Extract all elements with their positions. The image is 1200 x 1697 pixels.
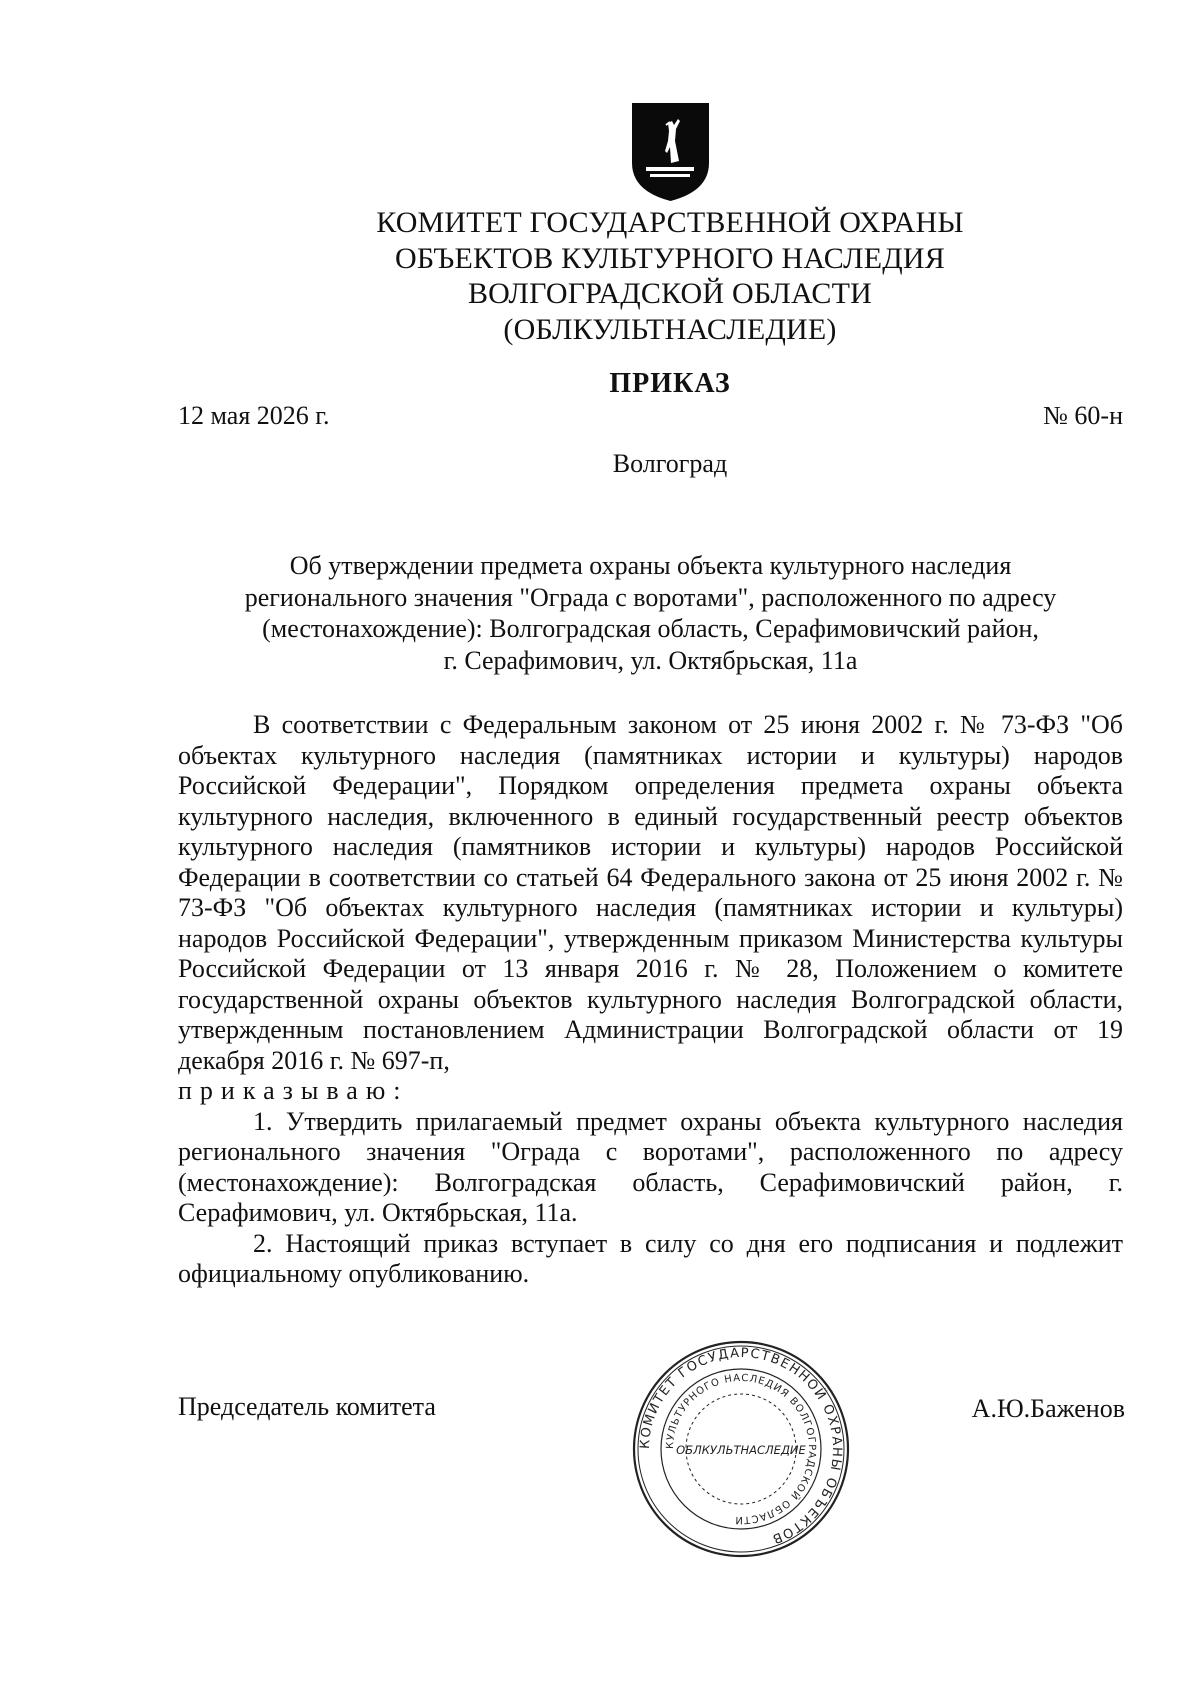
- document-type: ПРИКАЗ: [609, 368, 731, 399]
- organization-line: КОМИТЕТ ГОСУДАРСТВЕННОЙ ОХРАНЫ: [376, 206, 964, 239]
- subject-line: регионального значения "Ограда с воротами", расположенного по адресу: [244, 582, 1057, 612]
- signatory-name: А.Ю.Баженов: [971, 1394, 1125, 1423]
- official-stamp: [630, 1338, 852, 1560]
- subject-line: (местонахождение): Волгоградская область, Серафимовичский район,: [262, 614, 1039, 643]
- document-date: 12 мая 2026 г.: [178, 401, 330, 430]
- decree-word: приказываю:: [178, 1076, 409, 1105]
- organization-name: [300, 205, 1040, 347]
- organization-line: ВОЛГОГРАДСКОЙ ОБЛАСТИ: [467, 277, 873, 310]
- preamble-paragraph: В соответствии с Федеральным законом от 25 июня 2002 г. № 73-ФЗ "Об объектах культурного наследия (памятниках истории и культуры) народов Российской Федерации", Порядком определения предмета охраны объекта культурного наследия, включенного в единый государственный реестр объектов культурного наследия (памятников истории и культуры) народов Российской Федерации в соответствии со статьей 64 Федерального закона от 25 июня 2002 г. № 73-ФЗ "Об объектах культурного наследия (памятниках истории и культуры) народов Российской Федерации", утвержденным приказом Министерства культуры Российской Федерации от 13 января 2016 г. № 28, Положением о комитете государственной охраны объектов культурного наследия Волгоградской области, утвержденным постановлением Администрации Волгоградской области от 19 декабря 2016 г. № 697-п,: [178, 710, 1123, 1075]
- stamp-inner-text: КУЛЬТУРНОГО НАСЛЕДИЯ ВОЛГОГРАДСКОЙ ОБЛАСТИ: [664, 1372, 818, 1526]
- signatory-role: Председатель комитета: [178, 1392, 436, 1421]
- document-subject: [178, 550, 1123, 676]
- stamp-outer-text: КОМИТЕТ ГОСУДАРСТВЕННОЙ ОХРАНЫ ОБЪЕКТОВ: [637, 1345, 845, 1547]
- document-number: № 60-н: [1043, 401, 1123, 430]
- organization-abbreviation: (ОБЛКУЛЬТНАСЛЕДИЕ): [503, 312, 837, 346]
- document-city: Волгоград: [612, 449, 728, 478]
- organization-line: ОБЪЕКТОВ КУЛЬТУРНОГО НАСЛЕДИЯ: [394, 241, 945, 275]
- subject-line: Об утверждении предмета охраны объекта культурного наследия: [289, 551, 1012, 580]
- volgograd-coat-of-arms-icon: [626, 101, 715, 203]
- document-body: [178, 710, 1123, 1290]
- stamp-center-text: ОБЛКУЛЬТНАСЛЕДИЕ: [676, 1443, 806, 1457]
- subject-line: г. Серафимович, ул. Октябрьская, 11а: [443, 645, 858, 675]
- order-item-2: 2. Настоящий приказ вступает в силу со дня его подписания и подлежит официальному опубликованию.: [178, 1228, 1123, 1288]
- order-item-1: 1. Утвердить прилагаемый предмет охраны объекта культурного наследия регионального значения "Ограда с воротами", расположенного по адресу (местонахождение): Волгоградская область, Серафимовичский район, г. Серафимович, ул. Октябрьская, 11а.: [178, 1106, 1123, 1227]
